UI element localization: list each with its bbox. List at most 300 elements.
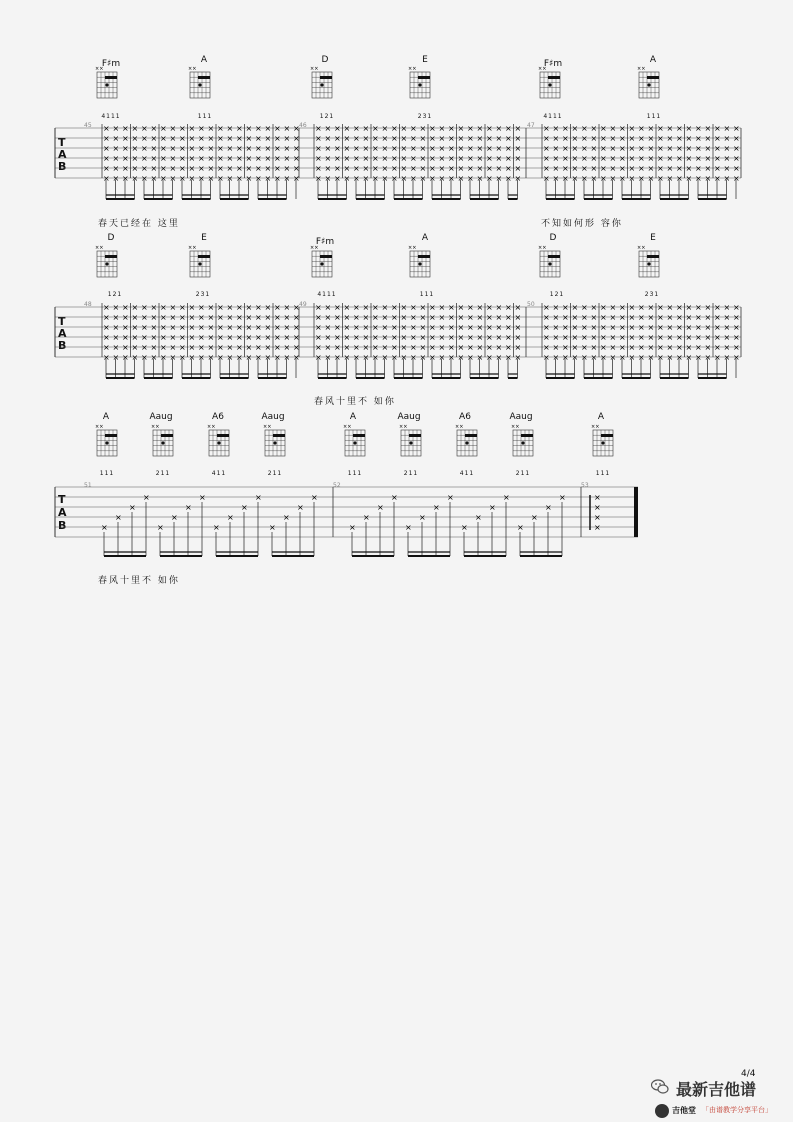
muted-note: × bbox=[704, 154, 712, 163]
muted-note: × bbox=[723, 313, 731, 322]
open-string-marks: ×× bbox=[151, 424, 160, 430]
chord-fingering: 121 bbox=[319, 113, 335, 120]
muted-note: × bbox=[475, 513, 482, 522]
muted-note: × bbox=[476, 164, 484, 173]
muted-note: × bbox=[391, 134, 398, 143]
muted-note: × bbox=[486, 154, 493, 163]
muted-note: × bbox=[245, 343, 253, 352]
muted-note: × bbox=[609, 303, 617, 312]
muted-note: × bbox=[274, 313, 281, 322]
muted-note: × bbox=[150, 303, 158, 312]
muted-note: × bbox=[562, 154, 569, 163]
muted-note: × bbox=[112, 323, 120, 332]
muted-note: × bbox=[638, 164, 645, 173]
muted-note: × bbox=[372, 154, 379, 163]
tab-clef-t: T bbox=[58, 136, 66, 149]
muted-note: × bbox=[324, 134, 332, 143]
muted-note: × bbox=[581, 343, 588, 352]
muted-note: × bbox=[245, 333, 253, 342]
muted-note: × bbox=[410, 164, 417, 173]
muted-note: × bbox=[179, 313, 186, 322]
muted-note: × bbox=[600, 134, 607, 143]
muted-note: × bbox=[264, 343, 272, 352]
chord-barre bbox=[418, 255, 430, 258]
muted-note: × bbox=[562, 333, 569, 342]
muted-note: × bbox=[685, 164, 693, 173]
muted-note: × bbox=[372, 174, 379, 183]
muted-note: × bbox=[103, 124, 110, 133]
muted-note: × bbox=[160, 134, 167, 143]
muted-note: × bbox=[552, 303, 560, 312]
muted-note: × bbox=[391, 303, 398, 312]
muted-note: × bbox=[283, 174, 291, 183]
chord-fingering: 4111 bbox=[317, 291, 337, 298]
chord-name: E bbox=[650, 233, 656, 243]
muted-note: × bbox=[198, 124, 205, 133]
muted-note: × bbox=[461, 523, 468, 532]
muted-note: × bbox=[293, 154, 300, 163]
muted-note: × bbox=[429, 313, 436, 322]
muted-note: × bbox=[495, 134, 503, 143]
muted-note: × bbox=[343, 154, 351, 163]
muted-note: × bbox=[405, 523, 412, 532]
muted-note: × bbox=[723, 174, 731, 183]
muted-note: × bbox=[160, 124, 167, 133]
muted-note: × bbox=[657, 144, 664, 153]
chord-dot bbox=[418, 83, 421, 86]
muted-note: × bbox=[429, 144, 436, 153]
muted-note: × bbox=[226, 313, 234, 322]
muted-note: × bbox=[391, 144, 398, 153]
muted-note: × bbox=[695, 353, 702, 362]
muted-note: × bbox=[647, 323, 655, 332]
chord-barre bbox=[105, 255, 117, 258]
muted-note: × bbox=[324, 313, 332, 322]
muted-note: × bbox=[112, 313, 120, 322]
muted-note: × bbox=[457, 333, 465, 342]
muted-note: × bbox=[486, 333, 493, 342]
muted-note: × bbox=[733, 134, 740, 143]
muted-note: × bbox=[198, 303, 205, 312]
muted-note: × bbox=[169, 144, 177, 153]
muted-note: × bbox=[311, 493, 318, 502]
muted-note: × bbox=[274, 134, 281, 143]
muted-note: × bbox=[207, 154, 215, 163]
muted-note: × bbox=[226, 154, 234, 163]
chord-barre bbox=[465, 434, 477, 437]
muted-note: × bbox=[628, 333, 636, 342]
muted-note: × bbox=[628, 303, 636, 312]
chord-name: A bbox=[649, 55, 657, 65]
muted-note: × bbox=[353, 323, 360, 332]
bar-number: 49 bbox=[299, 301, 307, 308]
muted-note: × bbox=[283, 144, 291, 153]
muted-note: × bbox=[179, 154, 186, 163]
muted-note: × bbox=[594, 513, 601, 522]
chord-name: Aaug bbox=[397, 412, 421, 422]
muted-note: × bbox=[236, 144, 243, 153]
muted-note: × bbox=[334, 333, 341, 342]
muted-note: × bbox=[293, 124, 300, 133]
muted-note: × bbox=[122, 353, 129, 362]
muted-note: × bbox=[657, 343, 664, 352]
muted-note: × bbox=[676, 333, 683, 342]
muted-note: × bbox=[381, 343, 389, 352]
muted-note: × bbox=[695, 174, 702, 183]
muted-note: × bbox=[255, 124, 262, 133]
muted-note: × bbox=[179, 174, 186, 183]
chord-fingering: 111 bbox=[99, 470, 115, 477]
muted-note: × bbox=[122, 333, 129, 342]
muted-note: × bbox=[150, 134, 158, 143]
chord-name: D bbox=[549, 233, 557, 243]
muted-note: × bbox=[245, 124, 253, 133]
muted-note: × bbox=[571, 343, 579, 352]
muted-note: × bbox=[543, 144, 550, 153]
muted-note: × bbox=[353, 343, 360, 352]
muted-note: × bbox=[514, 164, 522, 173]
muted-note: × bbox=[628, 144, 636, 153]
muted-note: × bbox=[315, 303, 322, 312]
chord-barre bbox=[105, 434, 117, 437]
muted-note: × bbox=[514, 333, 522, 342]
muted-note: × bbox=[334, 154, 341, 163]
muted-note: × bbox=[400, 174, 408, 183]
muted-note: × bbox=[112, 343, 120, 352]
muted-note: × bbox=[400, 303, 408, 312]
muted-note: × bbox=[619, 333, 626, 342]
muted-note: × bbox=[349, 523, 356, 532]
muted-note: × bbox=[695, 303, 702, 312]
muted-note: × bbox=[324, 303, 332, 312]
muted-note: × bbox=[391, 353, 398, 362]
bar-number: 52 bbox=[333, 482, 341, 489]
muted-note: × bbox=[590, 353, 598, 362]
muted-note: × bbox=[169, 333, 177, 342]
muted-note: × bbox=[112, 333, 120, 342]
muted-note: × bbox=[198, 323, 205, 332]
muted-note: × bbox=[255, 333, 262, 342]
tab-clef-a: A bbox=[58, 506, 67, 519]
muted-note: × bbox=[590, 134, 598, 143]
muted-note: × bbox=[562, 303, 569, 312]
muted-note: × bbox=[131, 323, 139, 332]
muted-note: × bbox=[400, 124, 408, 133]
footer-brand: 吉他堂 bbox=[672, 1106, 696, 1115]
muted-note: × bbox=[531, 513, 538, 522]
bar-number: 46 bbox=[299, 122, 307, 129]
muted-note: × bbox=[429, 134, 436, 143]
muted-note: × bbox=[685, 353, 693, 362]
chord-fingering: 231 bbox=[417, 113, 433, 120]
chord-barre bbox=[601, 434, 613, 437]
page-number: 4/4 bbox=[741, 1069, 756, 1079]
muted-note: × bbox=[226, 353, 234, 362]
muted-note: × bbox=[141, 333, 148, 342]
muted-note: × bbox=[381, 313, 389, 322]
muted-note: × bbox=[419, 134, 427, 143]
muted-note: × bbox=[495, 323, 503, 332]
chord-dot bbox=[105, 262, 108, 265]
muted-note: × bbox=[600, 154, 607, 163]
muted-note: × bbox=[207, 174, 215, 183]
muted-note: × bbox=[676, 154, 683, 163]
muted-note: × bbox=[685, 313, 693, 322]
muted-note: × bbox=[131, 313, 139, 322]
muted-note: × bbox=[236, 343, 243, 352]
muted-note: × bbox=[495, 313, 503, 322]
muted-note: × bbox=[169, 124, 177, 133]
muted-note: × bbox=[293, 134, 300, 143]
muted-note: × bbox=[372, 134, 379, 143]
muted-note: × bbox=[160, 343, 167, 352]
muted-note: × bbox=[343, 303, 351, 312]
chord-name: A bbox=[349, 412, 357, 422]
muted-note: × bbox=[400, 313, 408, 322]
muted-note: × bbox=[131, 353, 139, 362]
chord-dot bbox=[105, 441, 108, 444]
muted-note: × bbox=[657, 303, 664, 312]
muted-note: × bbox=[638, 174, 645, 183]
muted-note: × bbox=[685, 343, 693, 352]
muted-note: × bbox=[489, 503, 496, 512]
muted-note: × bbox=[438, 313, 446, 322]
muted-note: × bbox=[419, 313, 427, 322]
muted-note: × bbox=[169, 154, 177, 163]
muted-note: × bbox=[343, 134, 351, 143]
muted-note: × bbox=[594, 503, 601, 512]
muted-note: × bbox=[581, 164, 588, 173]
muted-note: × bbox=[714, 174, 721, 183]
muted-note: × bbox=[429, 333, 436, 342]
muted-note: × bbox=[353, 134, 360, 143]
muted-note: × bbox=[438, 164, 446, 173]
chord-fingering: 411 bbox=[211, 470, 227, 477]
muted-note: × bbox=[103, 353, 110, 362]
muted-note: × bbox=[695, 343, 702, 352]
muted-note: × bbox=[264, 164, 272, 173]
muted-note: × bbox=[514, 154, 522, 163]
muted-note: × bbox=[695, 323, 702, 332]
muted-note: × bbox=[581, 303, 588, 312]
open-string-marks: ×× bbox=[188, 66, 197, 72]
chord-dot bbox=[198, 83, 201, 86]
muted-note: × bbox=[255, 313, 262, 322]
muted-note: × bbox=[609, 353, 617, 362]
muted-note: × bbox=[723, 323, 731, 332]
muted-note: × bbox=[505, 154, 512, 163]
muted-note: × bbox=[315, 174, 322, 183]
muted-note: × bbox=[552, 323, 560, 332]
chord-name: D bbox=[321, 55, 329, 65]
muted-note: × bbox=[410, 303, 417, 312]
muted-note: × bbox=[112, 164, 120, 173]
open-string-marks: ×× bbox=[455, 424, 464, 430]
muted-note: × bbox=[429, 124, 436, 133]
muted-note: × bbox=[438, 154, 446, 163]
muted-note: × bbox=[264, 353, 272, 362]
muted-note: × bbox=[571, 323, 579, 332]
muted-note: × bbox=[476, 343, 484, 352]
muted-note: × bbox=[467, 333, 474, 342]
muted-note: × bbox=[198, 353, 205, 362]
muted-note: × bbox=[353, 174, 360, 183]
muted-note: × bbox=[467, 144, 474, 153]
muted-note: × bbox=[255, 303, 262, 312]
muted-note: × bbox=[733, 303, 740, 312]
muted-note: × bbox=[562, 343, 569, 352]
chord-dot bbox=[418, 262, 421, 265]
muted-note: × bbox=[255, 144, 262, 153]
muted-note: × bbox=[562, 313, 569, 322]
muted-note: × bbox=[619, 174, 626, 183]
muted-note: × bbox=[236, 353, 243, 362]
muted-note: × bbox=[131, 124, 139, 133]
muted-note: × bbox=[543, 154, 550, 163]
muted-note: × bbox=[419, 164, 427, 173]
muted-note: × bbox=[685, 333, 693, 342]
open-string-marks: ×× bbox=[408, 66, 417, 72]
muted-note: × bbox=[486, 174, 493, 183]
open-string-marks: ×× bbox=[188, 245, 197, 251]
muted-note: × bbox=[704, 323, 712, 332]
muted-note: × bbox=[514, 313, 522, 322]
muted-note: × bbox=[581, 174, 588, 183]
muted-note: × bbox=[274, 174, 281, 183]
muted-note: × bbox=[410, 174, 417, 183]
muted-note: × bbox=[438, 343, 446, 352]
muted-note: × bbox=[236, 174, 243, 183]
muted-note: × bbox=[457, 353, 465, 362]
muted-note: × bbox=[410, 313, 417, 322]
muted-note: × bbox=[264, 333, 272, 342]
muted-note: × bbox=[264, 323, 272, 332]
muted-note: × bbox=[543, 343, 550, 352]
muted-note: × bbox=[343, 144, 351, 153]
muted-note: × bbox=[676, 134, 683, 143]
muted-note: × bbox=[676, 323, 683, 332]
muted-note: × bbox=[733, 323, 740, 332]
muted-note: × bbox=[552, 343, 560, 352]
muted-note: × bbox=[638, 303, 645, 312]
muted-note: × bbox=[122, 154, 129, 163]
muted-note: × bbox=[353, 144, 360, 153]
muted-note: × bbox=[457, 154, 465, 163]
final-barline bbox=[634, 487, 638, 537]
muted-note: × bbox=[157, 523, 164, 532]
chord-fingering: 111 bbox=[646, 113, 662, 120]
muted-note: × bbox=[315, 124, 322, 133]
muted-note: × bbox=[505, 333, 512, 342]
muted-note: × bbox=[609, 164, 617, 173]
muted-note: × bbox=[571, 174, 579, 183]
muted-note: × bbox=[179, 323, 186, 332]
muted-note: × bbox=[438, 353, 446, 362]
muted-note: × bbox=[609, 144, 617, 153]
muted-note: × bbox=[343, 343, 351, 352]
muted-note: × bbox=[245, 353, 253, 362]
muted-note: × bbox=[160, 353, 167, 362]
muted-note: × bbox=[410, 124, 417, 133]
muted-note: × bbox=[264, 124, 272, 133]
muted-note: × bbox=[543, 164, 550, 173]
chord-fingering: 111 bbox=[419, 291, 435, 298]
muted-note: × bbox=[169, 174, 177, 183]
muted-note: × bbox=[381, 134, 389, 143]
muted-note: × bbox=[619, 124, 626, 133]
chord-name: A bbox=[597, 412, 605, 422]
muted-note: × bbox=[217, 323, 224, 332]
muted-note: × bbox=[362, 323, 370, 332]
muted-note: × bbox=[343, 313, 351, 322]
chord-dot bbox=[320, 262, 323, 265]
muted-note: × bbox=[131, 343, 139, 352]
muted-note: × bbox=[628, 174, 636, 183]
chord-barre bbox=[273, 434, 285, 437]
muted-note: × bbox=[600, 343, 607, 352]
muted-note: × bbox=[685, 303, 693, 312]
muted-note: × bbox=[514, 303, 522, 312]
open-string-marks: ×× bbox=[310, 66, 319, 72]
open-string-marks: ×× bbox=[408, 245, 417, 251]
muted-note: × bbox=[448, 303, 455, 312]
chord-dot bbox=[320, 83, 323, 86]
muted-note: × bbox=[141, 174, 148, 183]
muted-note: × bbox=[334, 144, 341, 153]
chord-dot bbox=[548, 262, 551, 265]
muted-note: × bbox=[666, 313, 674, 322]
chord-name: A6 bbox=[459, 412, 471, 422]
muted-note: × bbox=[226, 134, 234, 143]
muted-note: × bbox=[723, 353, 731, 362]
tab-clef-b: B bbox=[58, 339, 67, 352]
muted-note: × bbox=[419, 343, 427, 352]
muted-note: × bbox=[179, 343, 186, 352]
chord-dot bbox=[647, 262, 650, 265]
muted-note: × bbox=[647, 174, 655, 183]
muted-note: × bbox=[381, 154, 389, 163]
muted-note: × bbox=[733, 154, 740, 163]
muted-note: × bbox=[150, 174, 158, 183]
open-string-marks: ×× bbox=[637, 245, 646, 251]
muted-note: × bbox=[391, 313, 398, 322]
muted-note: × bbox=[150, 323, 158, 332]
muted-note: × bbox=[188, 333, 196, 342]
muted-note: × bbox=[438, 124, 446, 133]
muted-note: × bbox=[141, 144, 148, 153]
chord-dot bbox=[409, 441, 412, 444]
muted-note: × bbox=[131, 333, 139, 342]
muted-note: × bbox=[562, 124, 569, 133]
muted-note: × bbox=[419, 333, 427, 342]
muted-note: × bbox=[381, 174, 389, 183]
muted-note: × bbox=[467, 323, 474, 332]
muted-note: × bbox=[666, 144, 674, 153]
muted-note: × bbox=[714, 313, 721, 322]
muted-note: × bbox=[391, 343, 398, 352]
chord-fingering: 411 bbox=[459, 470, 475, 477]
muted-note: × bbox=[293, 333, 300, 342]
chord-dot bbox=[601, 441, 604, 444]
muted-note: × bbox=[103, 343, 110, 352]
muted-note: × bbox=[609, 343, 617, 352]
chord-barre bbox=[198, 76, 210, 79]
chord-fingering: 211 bbox=[403, 470, 419, 477]
open-string-marks: ×× bbox=[511, 424, 520, 430]
muted-note: × bbox=[362, 343, 370, 352]
muted-note: × bbox=[122, 303, 129, 312]
muted-note: × bbox=[241, 503, 248, 512]
